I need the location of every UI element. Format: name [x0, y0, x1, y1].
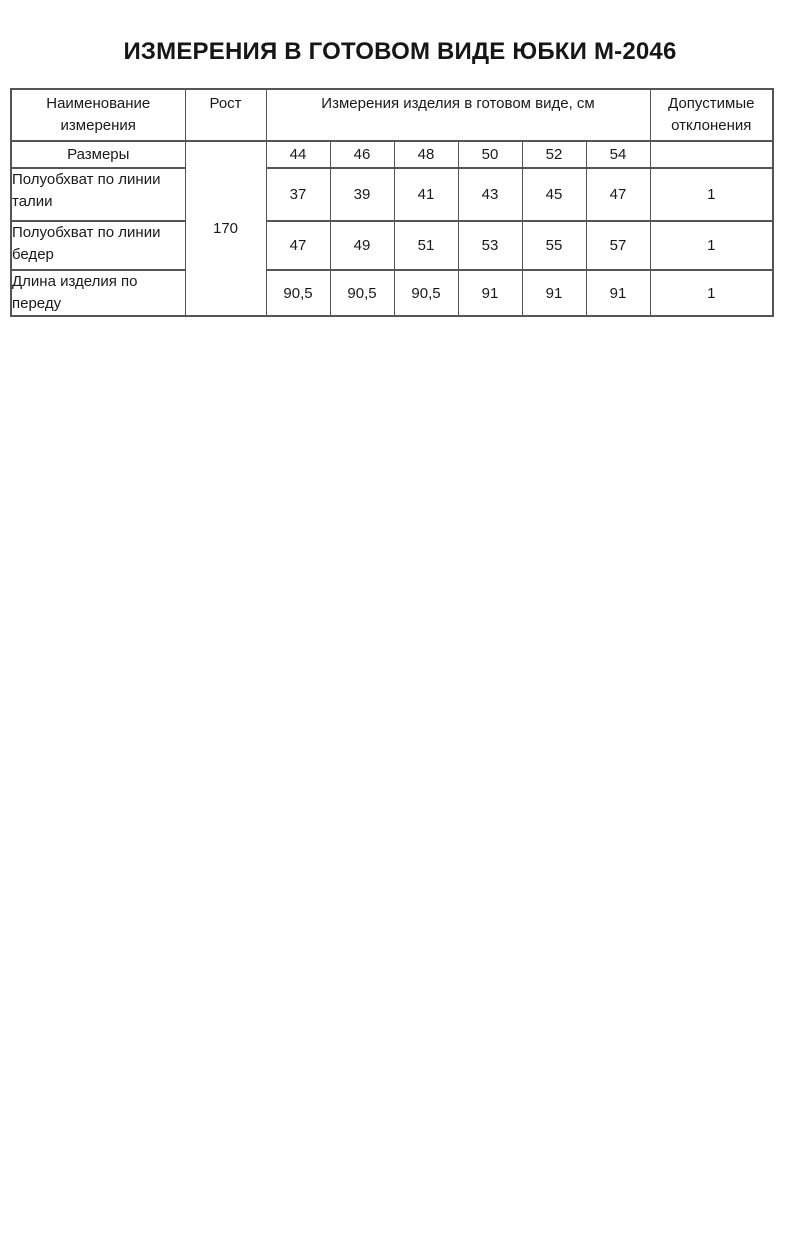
col-header-tolerance: Допустимые отклонения — [650, 89, 773, 141]
table-row-length — [11, 270, 773, 316]
value-cell: 57 — [586, 221, 650, 270]
document-page — [0, 36, 800, 1236]
col-header-name: Наименование измерения — [11, 89, 185, 141]
value-cell: 90,5 — [330, 270, 394, 316]
value-cell: 55 — [522, 221, 586, 270]
size-cell: 48 — [394, 141, 458, 168]
size-cell: 50 — [458, 141, 522, 168]
tolerance-cell: 1 — [650, 270, 773, 316]
value-cell: 37 — [266, 168, 330, 221]
size-cell: 54 — [586, 141, 650, 168]
row-label: Длина изделия по переду — [11, 270, 185, 316]
value-cell: 91 — [458, 270, 522, 316]
value-cell: 43 — [458, 168, 522, 221]
value-cell: 91 — [586, 270, 650, 316]
tolerance-empty-cell — [650, 141, 773, 168]
row-label: Полуобхват по линии бедер — [11, 221, 185, 270]
value-cell: 90,5 — [394, 270, 458, 316]
measurements-table — [10, 88, 774, 317]
value-cell: 47 — [266, 221, 330, 270]
size-cell: 52 — [522, 141, 586, 168]
value-cell: 41 — [394, 168, 458, 221]
value-cell: 45 — [522, 168, 586, 221]
height-value-cell: 170 — [185, 141, 266, 316]
value-cell: 53 — [458, 221, 522, 270]
sizes-row — [11, 141, 773, 168]
size-cell: 46 — [330, 141, 394, 168]
value-cell: 39 — [330, 168, 394, 221]
tolerance-cell: 1 — [650, 221, 773, 270]
size-cell: 44 — [266, 141, 330, 168]
value-cell: 91 — [522, 270, 586, 316]
page-title: ИЗМЕРЕНИЯ В ГОТОВОМ ВИДЕ ЮБКИ М-2046 — [123, 38, 677, 65]
col-header-measurements: Измерения изделия в готовом виде, см — [266, 89, 650, 141]
header-row — [11, 89, 773, 141]
sizes-label: Размеры — [11, 141, 185, 168]
table-row-waist — [11, 168, 773, 221]
row-label: Полуобхват по линии талии — [11, 168, 185, 221]
col-header-height: Рост — [185, 89, 266, 141]
value-cell: 90,5 — [266, 270, 330, 316]
value-cell: 51 — [394, 221, 458, 270]
tolerance-cell: 1 — [650, 168, 773, 221]
table-row-hips — [11, 221, 773, 270]
value-cell: 49 — [330, 221, 394, 270]
value-cell: 47 — [586, 168, 650, 221]
